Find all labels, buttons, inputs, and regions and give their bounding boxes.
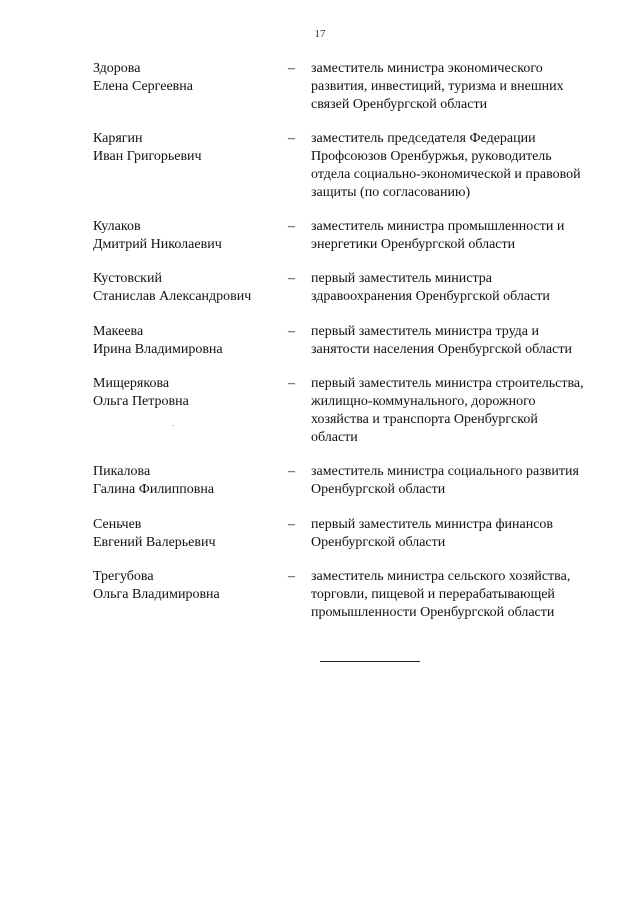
member-position xyxy=(311,323,623,359)
separator-dash: – xyxy=(288,569,295,584)
member-entry xyxy=(93,218,623,254)
member-position xyxy=(311,568,623,622)
member-surname: Пикалова xyxy=(93,464,151,479)
member-position xyxy=(311,130,623,202)
position-line: защиты (по согласованию) xyxy=(311,185,471,200)
position-line: энергетики Оренбургской области xyxy=(311,237,516,252)
member-given-names: Иван Григорьевич xyxy=(93,149,202,164)
member-surname: Трегубова xyxy=(93,569,154,584)
member-entry xyxy=(93,323,623,359)
position-line: заместитель министра экономического xyxy=(311,61,543,76)
member-name xyxy=(93,463,288,499)
position-line: заместитель министра промышленности и xyxy=(311,219,565,234)
position-line: торговли, пищевой и перерабатывающей xyxy=(311,587,555,602)
position-line: хозяйства и транспорта Оренбургской xyxy=(311,412,538,427)
position-line: первый заместитель министра строительства, xyxy=(311,376,584,391)
separator-dash: – xyxy=(288,376,295,391)
member-name xyxy=(93,218,288,254)
member-surname: Кулаков xyxy=(93,219,141,234)
separator-dash: – xyxy=(288,517,295,532)
member-given-names: Евгений Валерьевич xyxy=(93,535,216,550)
position-line: промышленности Оренбургской области xyxy=(311,605,555,620)
end-rule xyxy=(320,661,420,662)
member-name xyxy=(93,568,288,604)
separator-dash: – xyxy=(288,61,295,76)
position-line: первый заместитель министра финансов xyxy=(311,517,554,532)
position-line: заместитель министра социального развития xyxy=(311,464,579,479)
member-given-names: Ирина Владимировна xyxy=(93,342,223,357)
separator-dash: – xyxy=(288,464,295,479)
position-line: связей Оренбургской области xyxy=(311,97,488,112)
member-surname: Карягин xyxy=(93,131,143,146)
position-line: заместитель председателя Федерации xyxy=(311,131,536,146)
position-line: Оренбургской области xyxy=(311,535,446,550)
member-position xyxy=(311,218,623,254)
member-position xyxy=(311,516,623,552)
member-name xyxy=(93,323,288,359)
member-surname: Сеньчев xyxy=(93,517,142,532)
separator-dash: – xyxy=(288,271,295,286)
member-entry xyxy=(93,463,623,499)
member-entry xyxy=(93,270,623,306)
member-position xyxy=(311,375,623,447)
position-line: области xyxy=(311,430,358,445)
position-line: развития, инвестиций, туризма и внешних xyxy=(311,79,564,94)
member-entry xyxy=(93,375,623,447)
position-line: Профсоюзов Оренбуржья, руководитель xyxy=(311,149,552,164)
position-line: жилищно-коммунального, дорожного xyxy=(311,394,536,409)
member-given-names: Станислав Александрович xyxy=(93,289,252,304)
member-given-names: Ольга Владимировна xyxy=(93,587,220,602)
position-line: Оренбургской области xyxy=(311,482,446,497)
member-given-names: Ольга Петровна xyxy=(93,394,189,409)
member-name xyxy=(93,375,288,411)
member-name xyxy=(93,270,288,306)
member-given-names: Галина Филипповна xyxy=(93,482,215,497)
position-line: первый заместитель министра труда и xyxy=(311,324,540,339)
member-surname: Кустовский xyxy=(93,271,162,286)
member-name xyxy=(93,60,288,96)
member-position xyxy=(311,463,623,499)
member-surname: Мищерякова xyxy=(93,376,170,391)
member-surname: Макеева xyxy=(93,324,144,339)
member-given-names: Елена Сергеевна xyxy=(93,79,193,94)
position-line: первый заместитель министра xyxy=(311,271,492,286)
separator-dash: – xyxy=(288,219,295,234)
position-line: здравоохранения Оренбургской области xyxy=(311,289,550,304)
member-surname: Здорова xyxy=(93,61,141,76)
position-line: занятости населения Оренбургской области xyxy=(311,342,572,357)
member-entry xyxy=(93,60,623,114)
scan-artifact xyxy=(172,425,174,426)
member-name xyxy=(93,130,288,166)
member-entry xyxy=(93,130,623,202)
member-given-names: Дмитрий Николаевич xyxy=(93,237,222,252)
separator-dash: – xyxy=(288,324,295,339)
member-entry xyxy=(93,568,623,622)
separator-dash: – xyxy=(288,131,295,146)
member-position xyxy=(311,60,623,114)
position-line: заместитель министра сельского хозяйства, xyxy=(311,569,571,584)
member-name xyxy=(93,516,288,552)
member-entry xyxy=(93,516,623,552)
position-line: отдела социально-экономической и правовой xyxy=(311,167,581,182)
member-position xyxy=(311,270,623,306)
page-number: 17 xyxy=(314,28,326,40)
